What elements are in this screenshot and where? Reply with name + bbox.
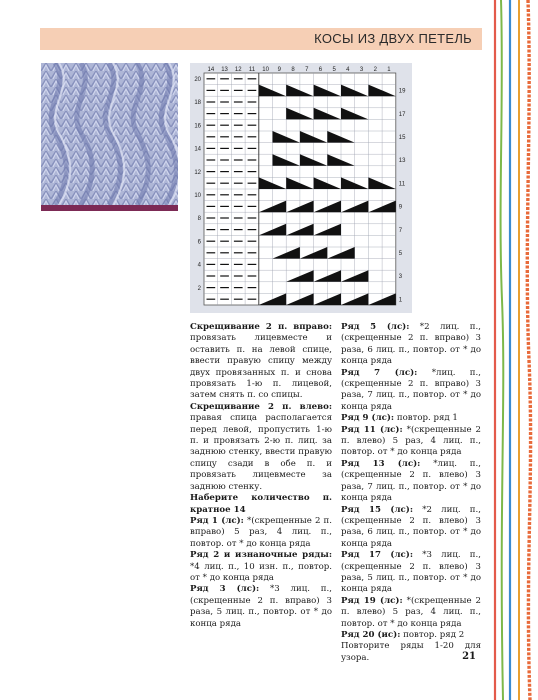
column-number: 8 bbox=[291, 67, 295, 73]
para-right-3-bold: Ряд 11 (лс): bbox=[341, 424, 403, 435]
para-right-9 bbox=[341, 641, 481, 664]
row-number-left: 8 bbox=[197, 216, 201, 223]
knitting-chart bbox=[190, 63, 412, 313]
row-number-right: 3 bbox=[398, 274, 403, 281]
para-left-3-bold: Ряд 1 (лс): bbox=[190, 515, 244, 526]
para-right-2-body: повтор. ряд 1 bbox=[394, 413, 458, 424]
row-number-left: 20 bbox=[194, 77, 201, 83]
row-number-left: 6 bbox=[197, 239, 201, 246]
column-number: 7 bbox=[305, 67, 309, 73]
para-left-3 bbox=[190, 516, 332, 550]
para-left-1-bold: Скрещивание 2 п. влево: bbox=[190, 401, 332, 412]
para-right-7 bbox=[341, 596, 481, 630]
row-number-left: 16 bbox=[194, 123, 201, 130]
row-number-left: 2 bbox=[197, 285, 201, 292]
para-right-4 bbox=[341, 459, 481, 505]
column-number: 6 bbox=[318, 67, 323, 73]
para-left-4-body: *4 лиц. п., 10 изн. п., повтор. от * до конца ряда bbox=[190, 561, 332, 583]
row-number-left: 18 bbox=[194, 100, 201, 107]
row-number-right: 15 bbox=[398, 135, 406, 141]
para-left-5 bbox=[190, 584, 332, 630]
para-right-6-bold: Ряд 17 (лс): bbox=[341, 550, 414, 561]
column-number: 13 bbox=[221, 67, 228, 73]
para-right-6-body: *3 лиц. п., (скрещенные 2 п. влево) 3 раза, 5 лиц. п., повтор. от * до конца ряда bbox=[341, 550, 481, 595]
para-right-7-bold: Ряд 19 (лс): bbox=[341, 595, 403, 606]
row-number-right: 13 bbox=[398, 158, 406, 165]
para-left-0-bold: Скрещивание 2 п. вправо: bbox=[190, 322, 332, 332]
column-number: 2 bbox=[373, 67, 377, 73]
para-right-4-body: *лиц. п., (скрещенные 2 п. влево) 3 раза, 7 лиц. п., повтор. от * до конца ряда bbox=[341, 458, 481, 504]
row-number-right: 17 bbox=[398, 111, 406, 118]
para-left-2-bold: Наберите количество п. кратное 14 bbox=[190, 493, 332, 515]
knit-texture-svg bbox=[41, 63, 178, 205]
para-right-3-body: *(скрещенные 2 п. влево) 5 раз, 4 лиц. п., повтор. от * до конца ряда bbox=[341, 424, 482, 458]
stripe-green-wavy bbox=[501, 0, 504, 700]
column-number: 4 bbox=[346, 67, 350, 73]
column-number: 10 bbox=[262, 67, 269, 73]
stripes-svg bbox=[486, 0, 538, 700]
para-right-1 bbox=[341, 368, 481, 414]
para-right-0-body: *2 лиц. п., (скрещенные 2 п. вправо) 3 раза, 6 лиц. п., повтор. от * до конца ряда bbox=[341, 322, 481, 367]
para-left-5-body: *3 лиц. п., (скрещенные 2 п. вправо) 3 раза, 5 лиц. п., повтор. от * до конца ряда bbox=[190, 584, 332, 629]
row-number-left: 14 bbox=[194, 146, 201, 153]
row-number-left: 4 bbox=[197, 262, 201, 269]
column-number: 3 bbox=[359, 67, 364, 73]
title-bar bbox=[40, 28, 482, 50]
para-right-0 bbox=[341, 322, 481, 368]
row-number-left: 10 bbox=[194, 193, 201, 199]
para-right-5-bold: Ряд 15 (лс): bbox=[341, 504, 414, 515]
para-left-2 bbox=[190, 493, 332, 516]
para-right-5 bbox=[341, 505, 481, 551]
para-right-4-bold: Ряд 13 (лс): bbox=[341, 458, 421, 469]
row-number-right: 11 bbox=[398, 181, 406, 188]
para-right-7-body: *(скрещенные 2 п. влево) 5 раз, 4 лиц. п., повтор. от * до конца ряда bbox=[341, 595, 482, 629]
decorative-stripes bbox=[486, 0, 538, 700]
page-title: КОСЫ ИЗ ДВУХ ПЕТЕЛЬ bbox=[314, 31, 472, 46]
row-number-right: 1 bbox=[398, 297, 403, 304]
para-left-0-body: провязать лицевместе и оставить п. на левой спице, ввести правую спицу между двух провязанных п. и снова провязать 1-ю п. лицевой, затем снять п. со спицы. bbox=[190, 333, 332, 401]
para-right-8 bbox=[341, 630, 481, 641]
page-number: 21 bbox=[462, 651, 476, 662]
para-left-4-bold: Ряд 2 и изнаночные ряды: bbox=[190, 550, 332, 561]
para-left-3-body: *(скрещенные 2 п. вправо) 5 раз, 4 лиц. п., повтор. от * до конца ряда bbox=[190, 515, 332, 549]
para-left-1 bbox=[190, 402, 332, 493]
instructions-right-column bbox=[341, 322, 481, 664]
para-left-0 bbox=[190, 322, 332, 402]
para-right-1-bold: Ряд 7 (лс): bbox=[341, 367, 418, 378]
para-right-1-body: *лиц. п., (скрещенные 2 п. вправо) 3 раза, 7 лиц. п., повтор. от * до конца ряда bbox=[341, 367, 481, 412]
para-right-8-bold: Ряд 20 (ис): bbox=[341, 629, 401, 640]
para-right-6 bbox=[341, 550, 481, 596]
row-number-right: 5 bbox=[398, 251, 403, 257]
chart-svg bbox=[190, 63, 412, 313]
column-number: 14 bbox=[207, 67, 215, 73]
para-left-5-bold: Ряд 3 (лс): bbox=[190, 584, 260, 595]
column-number: 5 bbox=[332, 67, 336, 73]
para-right-3 bbox=[341, 425, 481, 459]
para-left-1-body: правая спица располагается перед левой, пропустить 1-ю п. и провязать 2-ю п. лиц. за заднюю стенку, ввести правую спицу сзади в обе п. и провязать лицевместе за заднюю стенку. bbox=[190, 413, 332, 492]
column-number: 11 bbox=[248, 67, 256, 73]
row-number-right: 19 bbox=[398, 88, 406, 95]
column-number: 9 bbox=[277, 67, 282, 73]
para-right-8-body: повтор. ряд 2 bbox=[400, 629, 465, 640]
para-right-9-body: Повторите ряды 1-20 для узора. bbox=[341, 641, 481, 663]
stripe-orange-wavy bbox=[527, 0, 530, 700]
knit-swatch-photo bbox=[41, 63, 178, 211]
column-number: 1 bbox=[387, 67, 391, 73]
row-number-left: 12 bbox=[194, 169, 201, 176]
para-left-4 bbox=[190, 550, 332, 584]
para-right-2-bold: Ряд 9 (лс): bbox=[341, 413, 395, 424]
para-right-0-bold: Ряд 5 (лс): bbox=[341, 322, 410, 332]
column-number: 12 bbox=[234, 67, 242, 73]
row-number-right: 9 bbox=[398, 204, 403, 211]
instructions-left-column bbox=[190, 322, 332, 630]
para-right-2 bbox=[341, 413, 481, 424]
row-number-right: 7 bbox=[398, 227, 403, 234]
para-right-5-body: *2 лиц. п., (скрещенные 2 п. влево) 3 раза, 6 лиц. п., повтор. от * до конца ряда bbox=[341, 504, 481, 549]
